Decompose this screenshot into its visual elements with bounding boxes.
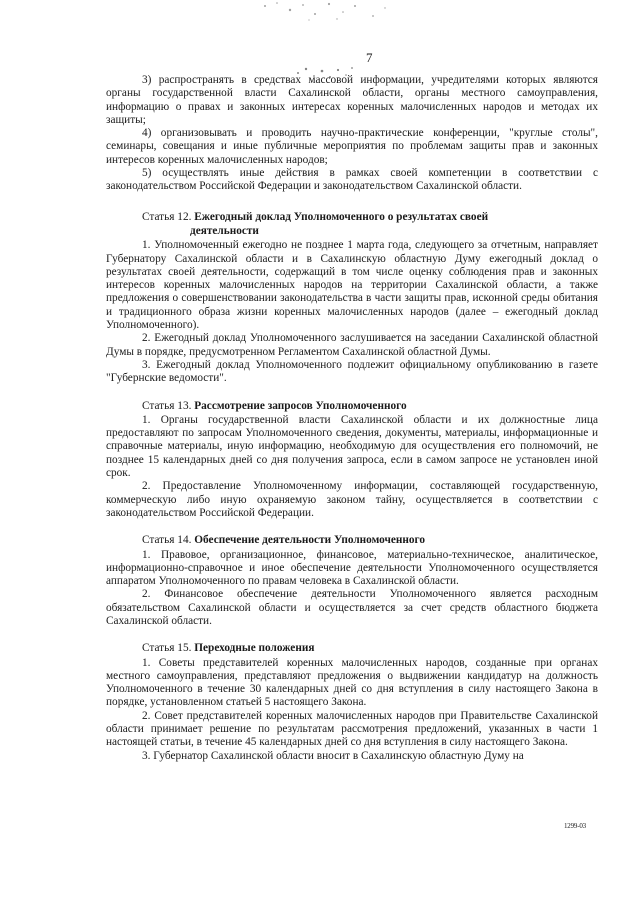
article-12-title: Ежегодный доклад Уполномоченного о результатах своей: [194, 210, 489, 223]
document-body: [106, 74, 598, 763]
article-15-heading: [142, 642, 598, 655]
article-15-title: Переходные положения: [194, 642, 315, 655]
article-12-heading: [142, 211, 598, 224]
article-12-title-cont: деятельности: [190, 224, 259, 237]
article-12-paragraph: 1. Уполномоченный ежегодно не позднее 1 марта года, следующего за отчетным, направляет Губернатору Сахалинской области и в Сахалинскую областную Думу ежегодный доклад о результатах своей деятельности, содержащий в том числе оценку соблюдения прав и законных интересов коренных малочисленных народов на территории Сахалинской области, а также предложения о совершенствовании законодательства в части защиты прав, исконной среды обитания и традиционного образа жизни коренных малочисленных народов (далее – ежегодный доклад Уполномоченного).: [106, 239, 598, 332]
article-12-prefix: Статья 12.: [142, 210, 195, 223]
article-13-paragraph: 1. Органы государственной власти Сахалинской области и их должностные лица предоставляют по запросам Уполномоченного сведения, документы, материалы, информационные и справочные материалы, иную информацию, необходимую для осуществления его полномочий, не позднее 15 календарных дней со дня получения запроса, если в самом запросе не установлен иной срок.: [106, 413, 598, 480]
article-13-heading: [142, 400, 598, 413]
article-14-heading: [142, 534, 598, 547]
article-15-prefix: Статья 15.: [142, 642, 195, 655]
article-15-paragraph: 2. Совет представителей коренных малочисленных народов при Правительстве Сахалинской области принимает решение по результатам рассмотрения предложений, указанных в части 1 настоящей статьи, в течение 45 календарных дней со дня вступления в силу настоящего Закона.: [106, 709, 598, 749]
article-15-paragraph: 3. Губернатор Сахалинской области вносит в Сахалинскую областную Думу на: [142, 749, 524, 762]
footer-code: 1299-03: [564, 822, 586, 830]
article-13-prefix: Статья 13.: [142, 399, 195, 412]
article-15-paragraph: 1. Советы представителей коренных малочисленных народов, созданные при органах местного самоуправления, представляют предложения о выдвижении кандидатур на должность Уполномоченного в течение 30 календарных дней со дня вступления в силу настоящего Закона в порядке, установленном статьей 5 настоящего Закона.: [106, 656, 598, 709]
article-13-paragraph: 2. Предоставление Уполномоченному информации, составляющей государственную, коммерческую либо иную охраняемую законом тайну, осуществляется в соответствии с законодательством Российской Федерации.: [106, 480, 598, 519]
article-12-paragraph: 2. Ежегодный доклад Уполномоченного заслушивается на заседании Сахалинской областной Думы в порядке, предусмотренном Регламентом Сахалинской областной Думы.: [106, 332, 598, 358]
scan-noise-mark: [255, 0, 395, 24]
paragraph-intro-4: 4) организовывать и проводить научно-практические конференции, "круглые столы", семинары, совещания и иные публичные мероприятия по проблемам защиты прав и законных интересов коренных малочисленных народов;: [106, 127, 598, 166]
page-number: 7: [366, 50, 373, 65]
paragraph-intro-3: 3) распространять в средствах массовой информации, учредителями которых являются органы государственной власти Сахалинской области, органы местного самоуправления, информацию о правах и законных интересах коренных малочисленных народов и методах их защиты;: [106, 74, 598, 126]
article-14-title: Обеспечение деятельности Уполномоченного: [194, 534, 426, 547]
article-12-paragraph: 3. Ежегодный доклад Уполномоченного подлежит официальному опубликованию в газете "Губернские ведомости".: [106, 358, 598, 385]
article-14-paragraph: 1. Правовое, организационное, финансовое, материально-техническое, аналитическое, информационно-справочное и иное обеспечение деятельности Уполномоченного осуществляется аппаратом Уполномоченного по правам человека в Сахалинской области.: [106, 548, 598, 588]
article-14-paragraph: 2. Финансовое обеспечение деятельности Уполномоченного является расходным обязательством Сахалинской области и осуществляется за счет средств областного бюджета Сахалинской области.: [106, 588, 598, 627]
article-13-title: Рассмотрение запросов Уполномоченного: [194, 399, 407, 412]
article-14-prefix: Статья 14.: [142, 534, 195, 547]
paragraph-intro-5: 5) осуществлять иные действия в рамках своей компетенции в соответствии с законодательством Российской Федерации и законодательством Сахалинской области.: [106, 167, 598, 193]
